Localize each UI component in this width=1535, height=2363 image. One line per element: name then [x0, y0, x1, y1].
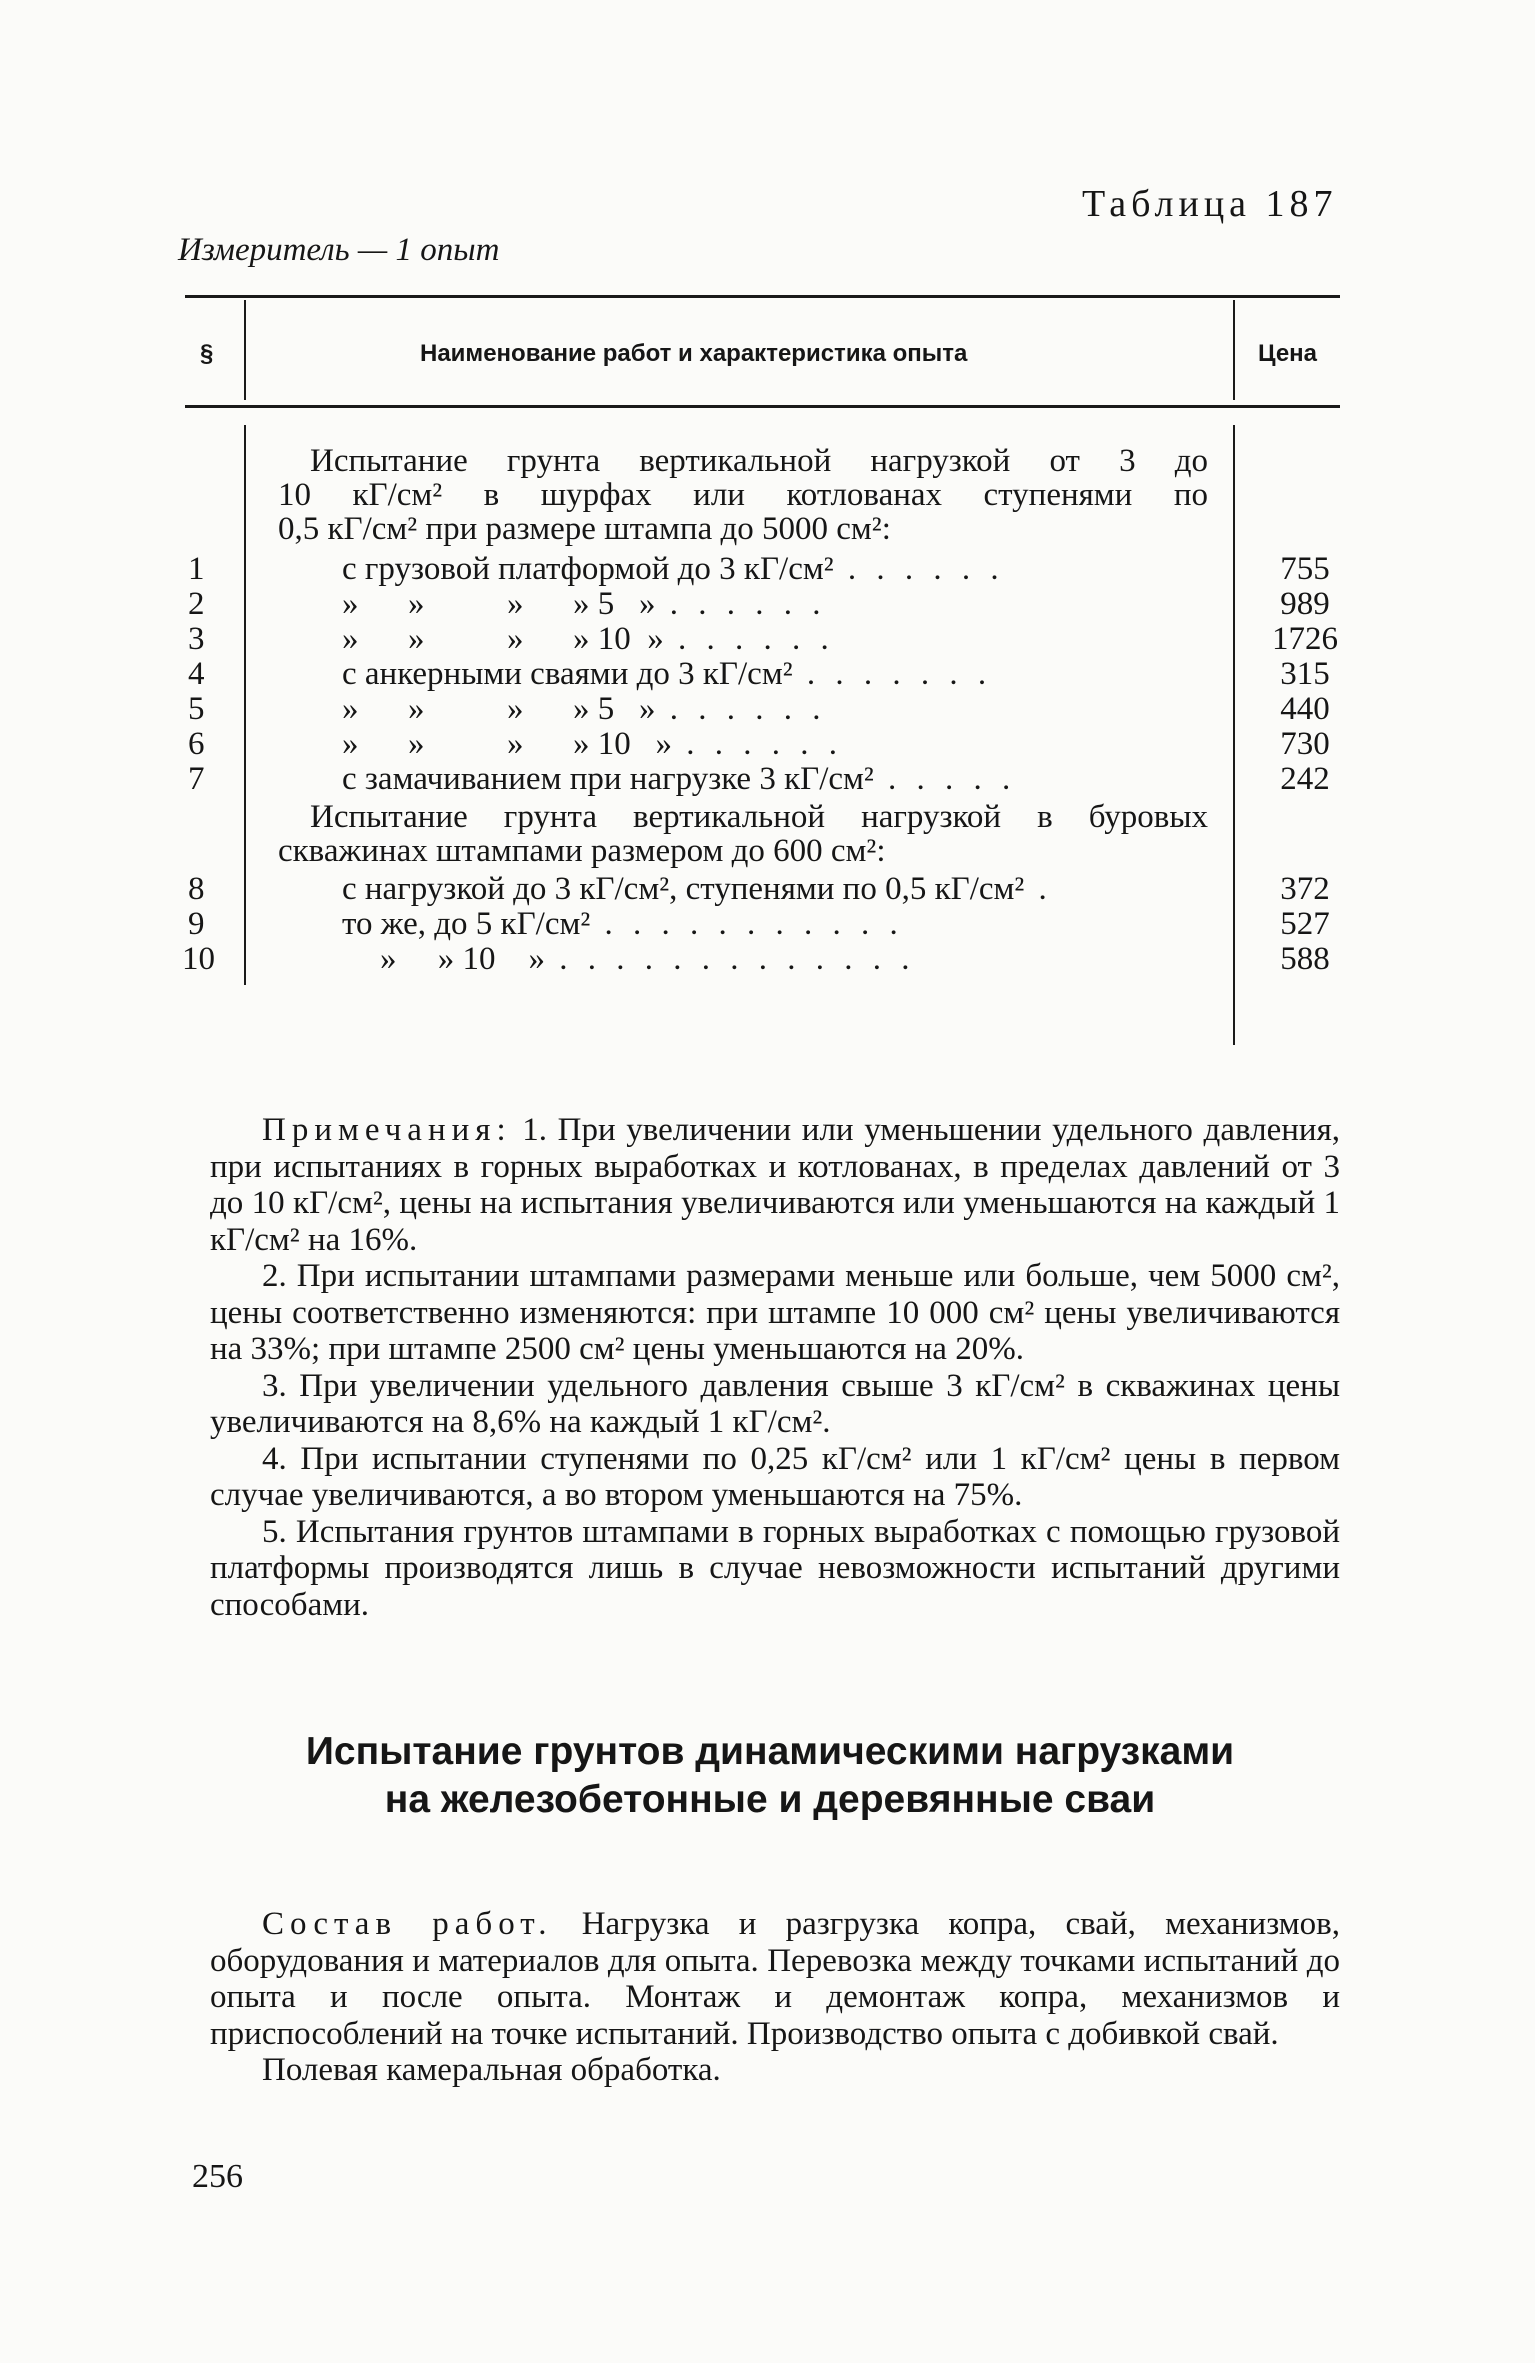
column-header-number: §	[200, 340, 214, 367]
table-intro-line: Испытание грунта вертикальной нагрузкой от 3 до	[310, 443, 1208, 479]
row-price: 1726	[1272, 621, 1338, 657]
note-1: Примечания: 1. При увеличении или уменьшении удельного давления, при испытаниях в горных выработках и котлованах, в пределах давлений от 3 до 10 кГ/см², цены на испытания увеличиваются или уменьшаются на каждый 1 кГ/см² на 16%.	[210, 1112, 1340, 1258]
row-price: 315	[1280, 656, 1330, 692]
row-price: 989	[1280, 586, 1330, 622]
row-description: » » » » 10 » . . . . . .	[342, 727, 843, 761]
table-row	[0, 552, 1535, 586]
row-description: » » » » 5 » . . . . . .	[342, 587, 827, 621]
section-heading-line: на железобетонные и деревянные сваи	[384, 1778, 1156, 1821]
row-number: 3	[188, 621, 205, 657]
row-number: 1	[188, 551, 205, 587]
note-3: 3. При увеличении удельного давления свыше 3 кГ/см² в скважинах цены увеличиваются на 8,6% на каждый 1 кГ/см².	[210, 1367, 1340, 1440]
row-price: 588	[1280, 941, 1330, 977]
row-price: 242	[1280, 761, 1330, 797]
row-price: 372	[1280, 871, 1330, 907]
table-intro-line: 0,5 кГ/см² при размере штампа до 5000 см²:	[278, 511, 891, 547]
table-row	[0, 692, 1535, 726]
column-header-description: Наименование работ и характеристика опыта	[420, 340, 968, 367]
row-number: 9	[188, 906, 205, 942]
row-number: 8	[188, 871, 205, 907]
section-heading-line: Испытание грунтов динамическими нагрузками	[305, 1730, 1235, 1773]
table-header-rule	[185, 405, 1340, 408]
section-heading	[200, 1728, 1340, 1824]
composition-label: Состав работ.	[262, 1906, 553, 1942]
column-header-price: Цена	[1258, 340, 1318, 367]
row-number: 5	[188, 691, 205, 727]
table-title: Таблица 187	[1082, 183, 1338, 225]
notes-section	[210, 1112, 1340, 1623]
table-row	[0, 762, 1535, 796]
composition-text: Состав работ. Нагрузка и разгрузка копра, свай, механизмов, оборудования и материалов для опыта. Перевозка между точками испытаний до опыта и после опыта. Монтаж и демонтаж копра, механизмов и приспособлений на точке испытаний. Производство опыта с добивкой свай.	[210, 1906, 1340, 2052]
row-description: » » 10 » . . . . . . . . . . . . .	[380, 942, 916, 976]
composition-line: Полевая камеральная обработка.	[262, 2052, 721, 2088]
table-intro-line: скважинах штампами размером до 600 см²:	[278, 833, 886, 869]
note-5: 5. Испытания грунтов штампами в горных выработках с помощью грузовой платформы производятся лишь в случае невозможности испытаний другими способами.	[210, 1513, 1340, 1623]
note-4: 4. При испытании ступенями по 0,25 кГ/см² или 1 кГ/см² цены в первом случае увеличиваются, а во втором уменьшаются на 75%.	[210, 1440, 1340, 1513]
column-divider	[1233, 300, 1235, 400]
table-row	[0, 872, 1535, 906]
page-number: 256	[192, 2158, 243, 2195]
table-intro-line: Испытание грунта вертикальной нагрузкой в буровых	[310, 799, 1208, 835]
row-price: 527	[1280, 906, 1330, 942]
row-description: с грузовой платформой до 3 кГ/см² . . . . . .	[342, 552, 1005, 586]
row-number: 6	[188, 726, 205, 762]
row-description: с нагрузкой до 3 кГ/см², ступенями по 0,5 кГ/см² .	[342, 872, 1053, 906]
composition-section	[210, 1906, 1340, 2089]
row-number: 2	[188, 586, 205, 622]
unit-label: Измеритель — 1 опыт	[178, 232, 500, 268]
row-price: 440	[1280, 691, 1330, 727]
row-description: с анкерными сваями до 3 кГ/см² . . . . . . .	[342, 657, 993, 691]
table-row	[0, 622, 1535, 656]
table-row	[0, 727, 1535, 761]
table-intro-line: 10 кГ/см² в шурфах или котлованах ступенями по	[278, 477, 1208, 513]
row-description: » » » » 5 » . . . . . .	[342, 692, 827, 726]
note-2: 2. При испытании штампами размерами меньше или больше, чем 5000 см², цены соответственно изменяются: при штампе 10 000 см² цены увеличиваются на 33%; при штампе 2500 см² цены уменьшаются на 20%.	[210, 1258, 1340, 1367]
table-row	[0, 942, 1535, 976]
row-description: с замачиванием при нагрузке 3 кГ/см² . . . . .	[342, 762, 1017, 796]
column-divider	[244, 300, 246, 400]
table-row	[0, 587, 1535, 621]
row-number: 7	[188, 761, 205, 797]
table-row	[0, 657, 1535, 691]
row-number: 4	[188, 656, 205, 692]
row-number: 10	[182, 941, 215, 977]
notes-label: Примечания:	[262, 1112, 512, 1148]
row-description: то же, до 5 кГ/см² . . . . . . . . . . .	[342, 907, 904, 941]
row-price: 730	[1280, 726, 1330, 762]
table-top-rule	[185, 295, 1340, 298]
table-row	[0, 907, 1535, 941]
row-price: 755	[1280, 551, 1330, 587]
row-description: » » » » 10 » . . . . . .	[342, 622, 835, 656]
